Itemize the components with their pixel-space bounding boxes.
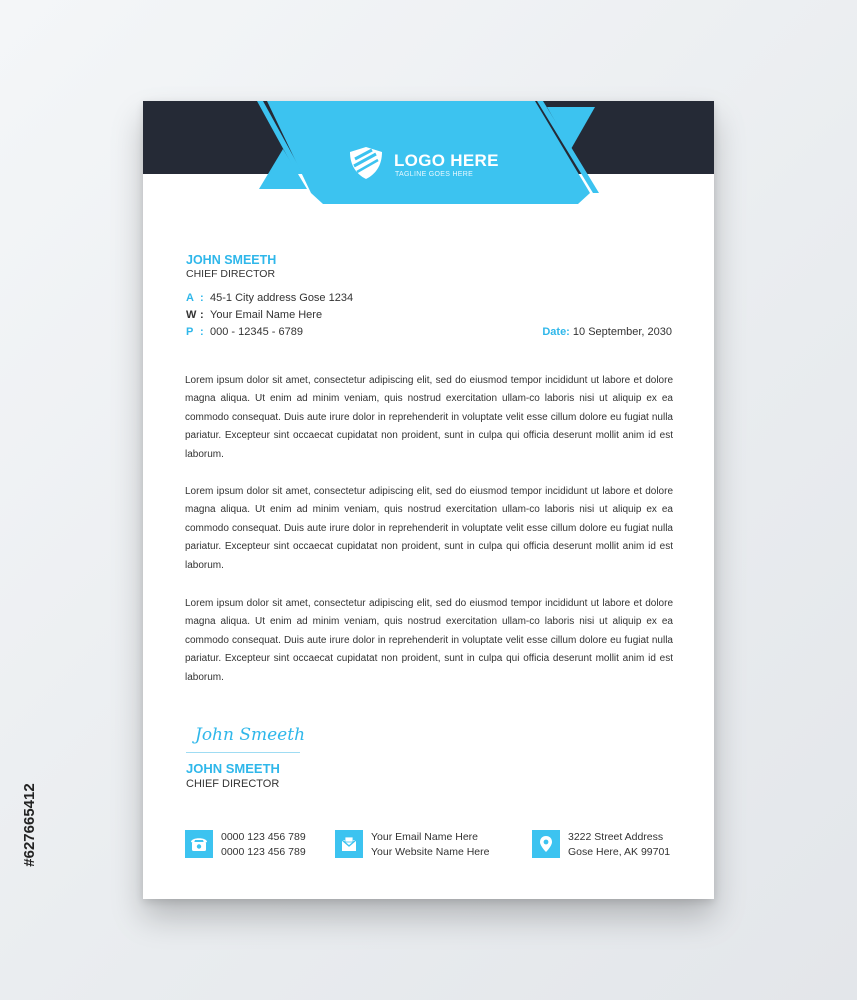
sender-name: JOHN SMEETH xyxy=(186,253,277,267)
web-row xyxy=(186,307,322,323)
shield-logo-icon xyxy=(347,145,385,181)
letter-date xyxy=(542,326,672,338)
address-key: A xyxy=(186,292,194,304)
address-row xyxy=(186,290,353,306)
date-value: 10 September, 2030 xyxy=(572,326,672,338)
date-label: Date: xyxy=(542,326,570,338)
footer-email-line2: Your Website Name Here xyxy=(371,845,490,858)
logo-tagline: TAGLINE GOES HERE xyxy=(395,171,474,178)
signature-line xyxy=(186,752,300,753)
footer-address-line1: 3222 Street Address xyxy=(568,831,664,843)
signature-role: CHIEF DIRECTOR xyxy=(186,778,280,790)
body-paragraph: Lorem ipsum dolor sit amet, consectetur adipiscing elit, sed do eiusmod tempor incididunt ut labore et dolore magna aliqua. Ut enim ad minim veniam, quis nostrud exercitation ullam-co laboris nisi ut aliquip ex ea commodo consequat. Duis aute irure dolor in reprehenderit in voluptate velit esse cillum dolore eu fugiat nulla pariatur. Excepteur sint occaecat cupidatat non proident, sunt in culpa qui officia deserunt mollit anim id est laborum. xyxy=(185,486,673,571)
address-value: 45-1 City address Gose 1234 xyxy=(210,292,354,304)
footer-email xyxy=(371,830,489,859)
footer-phone-line1: 0000 123 456 789 xyxy=(221,831,306,843)
web-key: W xyxy=(186,309,197,321)
sender-role: CHIEF DIRECTOR xyxy=(186,268,276,280)
phone-value: 000 - 12345 - 6789 xyxy=(210,326,303,338)
signature-name: JOHN SMEETH xyxy=(186,761,280,776)
web-value: Your Email Name Here xyxy=(210,309,323,321)
footer-address xyxy=(568,830,670,859)
mail-icon xyxy=(335,830,363,858)
stock-id-watermark: #627665412 xyxy=(20,783,38,867)
phone-icon xyxy=(185,830,213,858)
logo-title: LOGO HERE xyxy=(394,151,499,170)
location-pin-icon xyxy=(532,830,560,858)
signature-script: John Smeeth xyxy=(195,725,306,745)
footer-phone xyxy=(221,830,306,859)
body-paragraph: Lorem ipsum dolor sit amet, consectetur adipiscing elit, sed do eiusmod tempor incididunt ut labore et dolore magna aliqua. Ut enim ad minim veniam, quis nostrud exercitation ullam-co laboris nisi ut aliquip ex ea commodo consequat. Duis aute irure dolor in reprehenderit in voluptate velit esse cillum dolore eu fugiat nulla pariatur. Excepteur sint occaecat cupidatat non proident, sunt in culpa qui officia deserunt mollit anim id est laborum. xyxy=(185,598,673,683)
letterhead-page xyxy=(143,101,714,899)
phone-key: P xyxy=(186,326,194,338)
address-colon: : xyxy=(200,292,204,304)
body-paragraph: Lorem ipsum dolor sit amet, consectetur adipiscing elit, sed do eiusmod tempor incididunt ut labore et dolore magna aliqua. Ut enim ad minim veniam, quis nostrud exercitation ullam-co laboris nisi ut aliquip ex ea commodo consequat. Duis aute irure dolor in reprehenderit in voluptate velit esse cillum dolore eu fugiat nulla pariatur. Excepteur sint occaecat cupidatat non proident, sunt in culpa qui officia deserunt mollit anim id est laborum. xyxy=(185,375,673,460)
phone-row xyxy=(186,324,303,340)
phone-colon: : xyxy=(200,326,204,338)
footer-email-line1: Your Email Name Here xyxy=(371,831,478,843)
footer-phone-line2: 0000 123 456 789 xyxy=(221,845,306,858)
footer-address-line2: Gose Here, AK 99701 xyxy=(568,845,671,858)
web-colon: : xyxy=(200,309,204,321)
